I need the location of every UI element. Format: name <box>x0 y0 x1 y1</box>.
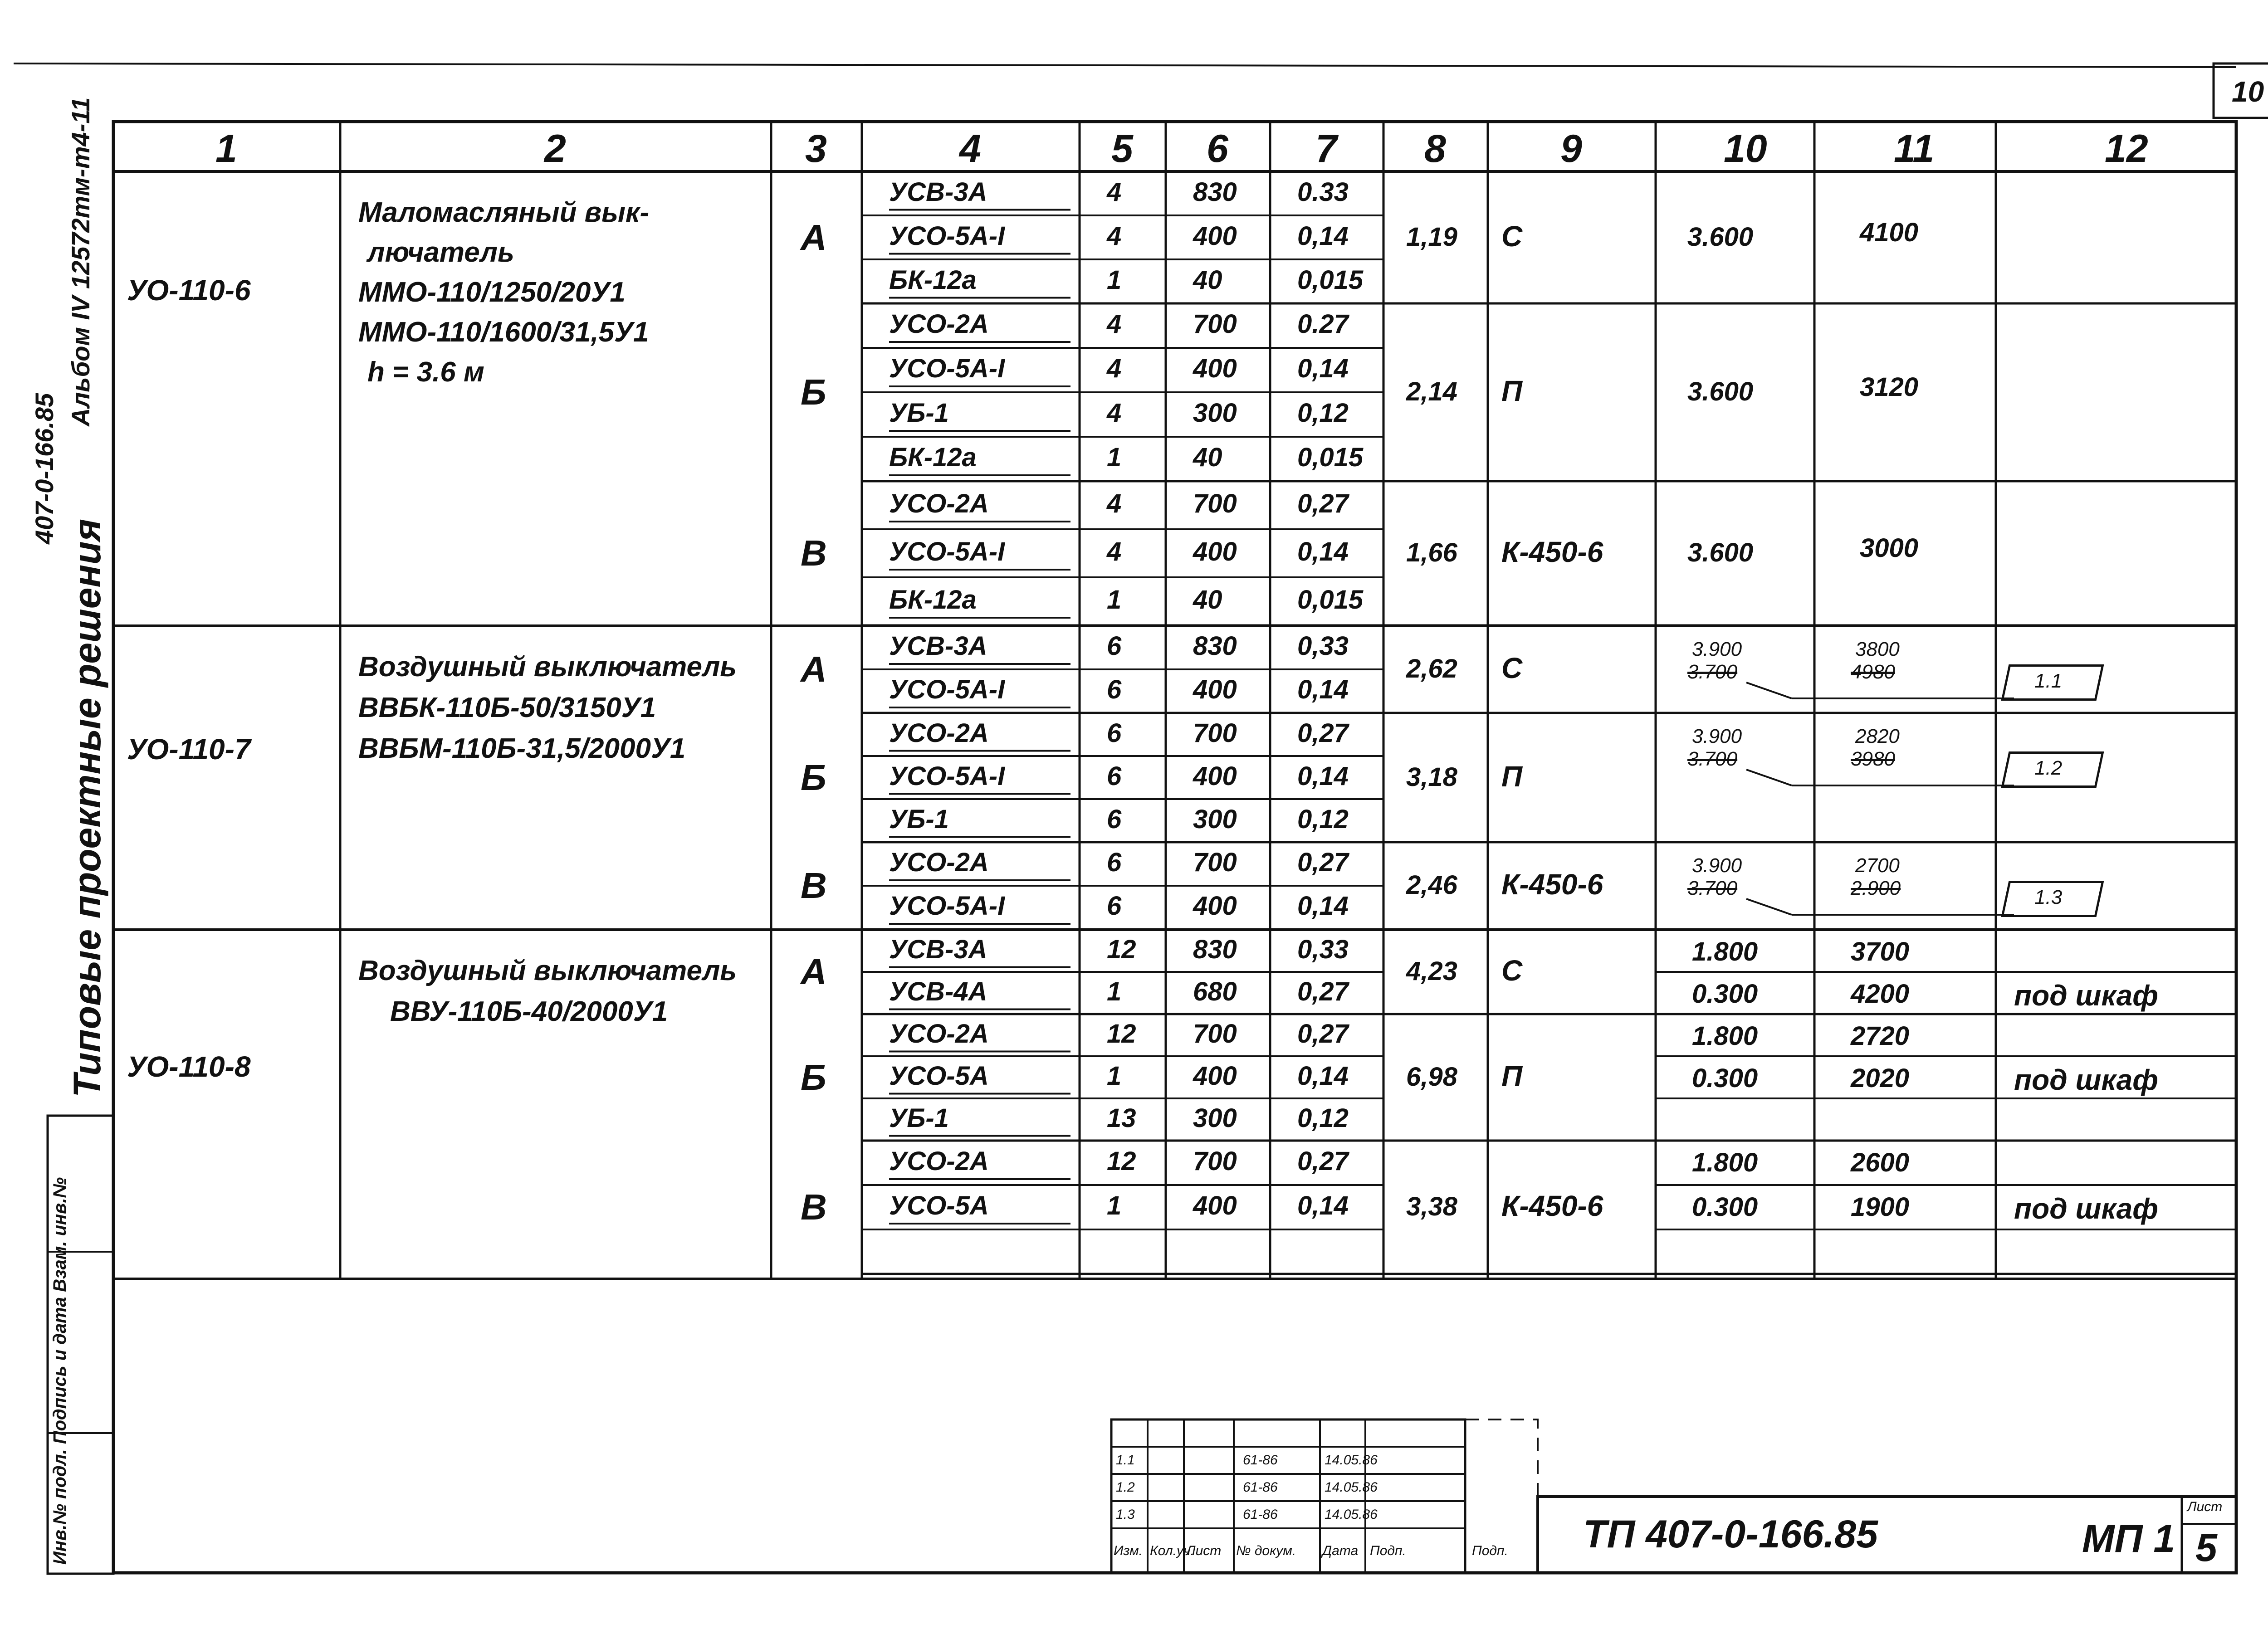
item-length: 300 <box>1193 1103 1237 1133</box>
variant-weight: 2,46 <box>1406 870 1457 900</box>
revision-doc: 61-86 <box>1243 1507 1278 1522</box>
item-length: 400 <box>1193 675 1237 704</box>
item-mass: 0,14 <box>1297 537 1349 566</box>
item-length: 400 <box>1193 1061 1237 1091</box>
note-text: под шкаф <box>2014 1063 2158 1096</box>
struck-value: 3.700 <box>1687 748 1738 770</box>
length-value: 3000 <box>1860 533 1919 563</box>
item-mass: 0,14 <box>1297 675 1349 704</box>
corrected-value: 3.900 <box>1692 638 1742 660</box>
group-description-line: ММО-110/1250/20У1 <box>358 277 626 308</box>
column-number: 6 <box>1207 127 1228 171</box>
item-name: УСО-5А-I <box>889 354 1005 383</box>
column-number: 4 <box>959 127 981 171</box>
item-name: УСО-5А-I <box>889 675 1005 704</box>
revision-doc: 61-86 <box>1243 1453 1278 1468</box>
item-name: УСО-5А <box>889 1191 989 1220</box>
variant-letter: В <box>801 533 827 573</box>
group-code: УО-110-6 <box>127 274 251 307</box>
item-length: 400 <box>1193 221 1237 251</box>
item-name: УСО-2А <box>889 309 989 339</box>
item-count: 4 <box>1107 398 1122 428</box>
item-name: БК-12а <box>889 585 977 615</box>
callout-line <box>1746 683 1792 698</box>
title-block-header: Кол.уч. <box>1150 1543 1194 1558</box>
variant-weight: 3,38 <box>1406 1192 1457 1221</box>
top-trim-line <box>14 63 2236 67</box>
item-name: УБ-1 <box>889 804 949 834</box>
column-number: 10 <box>1724 127 1767 171</box>
item-mass: 0,27 <box>1297 489 1349 518</box>
group-description-line: лючатель <box>367 237 514 268</box>
variant-foundation: П <box>1501 760 1523 793</box>
revision-date: 14.05.86 <box>1325 1507 1378 1522</box>
item-mass: 0,27 <box>1297 1146 1349 1176</box>
title-block-header: № докум. <box>1236 1543 1296 1558</box>
item-count: 4 <box>1107 354 1122 383</box>
item-mass: 0,015 <box>1297 585 1364 615</box>
item-name: УСВ-3А <box>889 934 987 964</box>
item-name: УСО-5А-I <box>889 221 1005 251</box>
item-mass: 0,27 <box>1297 848 1349 877</box>
note-text: под шкаф <box>2014 979 2158 1012</box>
column-number: 2 <box>544 127 566 171</box>
item-count: 6 <box>1107 804 1122 834</box>
variant-weight: 1,19 <box>1406 222 1457 252</box>
struck-value: 3980 <box>1851 748 1895 770</box>
group-description-line: ММО-110/1600/31,5У1 <box>358 317 649 348</box>
column-number: 9 <box>1560 127 1582 171</box>
length-value: 2720 <box>1851 1021 1910 1051</box>
group-code: УО-110-7 <box>127 733 251 766</box>
item-name: УСО-2А <box>889 1146 989 1176</box>
sheet-number: 5 <box>2195 1526 2217 1570</box>
item-mass: 0,015 <box>1297 265 1364 295</box>
revision-tag-label: 1.3 <box>2034 886 2063 908</box>
group-code: УО-110-8 <box>127 1050 251 1083</box>
item-length: 700 <box>1193 718 1237 748</box>
item-count: 4 <box>1107 221 1122 251</box>
revision-number: 1.3 <box>1116 1507 1135 1522</box>
variant-foundation: П <box>1501 1059 1523 1093</box>
item-mass: 0,12 <box>1297 1103 1349 1133</box>
item-length: 700 <box>1193 489 1237 518</box>
title-block-header: Лист <box>1186 1543 1222 1558</box>
variant-foundation: П <box>1501 375 1523 407</box>
item-name: УСВ-3А <box>889 631 987 661</box>
group-description-line: ВВБК-110Б-50/3150У1 <box>358 692 656 723</box>
group-description-line: ВВБМ-110Б-31,5/2000У1 <box>358 733 686 764</box>
item-count: 6 <box>1107 675 1122 704</box>
item-length: 400 <box>1193 891 1237 921</box>
title-vertical: Типовые проектные решения <box>66 519 108 1098</box>
struck-value: 3.700 <box>1687 661 1738 683</box>
column-number: 5 <box>1111 127 1133 171</box>
variant-weight: 1,66 <box>1406 538 1457 567</box>
album-vertical: Альбом IV 12572тм-т4-11 <box>66 97 95 426</box>
variant-letter: В <box>801 1187 827 1227</box>
variant-foundation: К-450-6 <box>1501 1190 1603 1222</box>
item-name: БК-12а <box>889 443 977 472</box>
corrected-value: 3.900 <box>1692 854 1742 877</box>
item-count: 1 <box>1107 443 1122 472</box>
variant-foundation: К-450-6 <box>1501 868 1603 901</box>
variant-weight: 2,62 <box>1406 654 1457 683</box>
variant-foundation: С <box>1501 220 1523 253</box>
item-length: 40 <box>1193 443 1222 472</box>
variant-weight: 2,14 <box>1406 377 1457 406</box>
item-mass: 0,12 <box>1297 804 1349 834</box>
item-length: 40 <box>1193 585 1222 615</box>
item-length: 680 <box>1193 976 1237 1006</box>
left-stamp-text: Инв.№ подл. Подпись и дата Взам. инв.№ <box>50 1177 70 1565</box>
item-name: УСО-2А <box>889 1019 989 1049</box>
height-value: 0.300 <box>1692 1192 1758 1222</box>
group-description-line: Воздушный выключатель <box>358 955 737 986</box>
item-length: 300 <box>1193 804 1237 834</box>
drawing-mark: МП 1 <box>2082 1517 2175 1561</box>
item-mass: 0,14 <box>1297 221 1349 251</box>
height-value: 3.600 <box>1687 377 1754 406</box>
sheet-label: Лист <box>2187 1499 2223 1514</box>
item-count: 6 <box>1107 891 1122 921</box>
item-length: 700 <box>1193 848 1237 877</box>
column-number: 3 <box>805 127 827 171</box>
length-value: 4200 <box>1851 979 1910 1009</box>
item-mass: 0,14 <box>1297 1191 1349 1220</box>
variant-foundation: С <box>1501 954 1523 987</box>
corrected-value: 2820 <box>1855 725 1900 747</box>
length-value: 3120 <box>1860 372 1919 402</box>
item-count: 1 <box>1107 585 1122 615</box>
item-length: 300 <box>1193 398 1237 428</box>
item-length: 400 <box>1193 537 1237 566</box>
item-name: УСО-5А-I <box>889 891 1005 921</box>
variant-letter: В <box>801 865 827 906</box>
corrected-value: 2700 <box>1855 854 1900 877</box>
variant-letter: Б <box>801 757 826 798</box>
doc-number-vertical: 407-0-166.85 <box>30 393 59 544</box>
group-description-line: Воздушный выключатель <box>358 651 737 683</box>
item-length: 400 <box>1193 1191 1237 1220</box>
item-length: 830 <box>1193 631 1237 661</box>
title-block-header: Подп. <box>1370 1543 1406 1558</box>
item-name: УСО-2А <box>889 848 989 877</box>
item-length: 830 <box>1193 934 1237 964</box>
item-count: 4 <box>1107 177 1122 207</box>
revision-date: 14.05.86 <box>1325 1453 1378 1468</box>
corrected-value: 3800 <box>1855 638 1900 660</box>
variant-letter: Б <box>801 372 826 412</box>
item-mass: 0,14 <box>1297 761 1349 791</box>
revision-doc: 61-86 <box>1243 1480 1278 1495</box>
variant-letter: А <box>801 217 827 258</box>
item-count: 4 <box>1107 537 1122 566</box>
revision-tag-label: 1.2 <box>2034 757 2063 779</box>
item-mass: 0,14 <box>1297 1061 1349 1091</box>
item-name: УСО-2А <box>889 489 989 518</box>
item-length: 700 <box>1193 309 1237 339</box>
item-name: УСО-5А-I <box>889 761 1005 791</box>
column-number: 8 <box>1424 127 1446 171</box>
item-count: 12 <box>1107 934 1136 964</box>
item-name: УСО-5А-I <box>889 537 1005 566</box>
item-name: УСО-2А <box>889 718 989 748</box>
item-count: 1 <box>1107 265 1122 295</box>
height-value: 1.800 <box>1692 937 1758 966</box>
item-mass: 0,27 <box>1297 1019 1349 1049</box>
length-value: 3700 <box>1851 937 1910 966</box>
struck-value: 3.700 <box>1687 877 1738 899</box>
item-mass: 0,14 <box>1297 354 1349 383</box>
item-mass: 0,015 <box>1297 443 1364 472</box>
item-count: 6 <box>1107 718 1122 748</box>
item-count: 6 <box>1107 631 1122 661</box>
column-number: 1 <box>215 127 237 171</box>
height-value: 3.600 <box>1687 538 1754 567</box>
corner-number: 10 <box>2232 75 2264 108</box>
height-value: 1.800 <box>1692 1021 1758 1051</box>
variant-weight: 4,23 <box>1406 956 1457 986</box>
struck-value: 2.900 <box>1851 877 1901 899</box>
item-count: 4 <box>1107 489 1122 518</box>
group-description-line: h = 3.6 м <box>367 356 484 388</box>
revision-number: 1.2 <box>1116 1480 1135 1495</box>
length-value: 4100 <box>1860 217 1919 247</box>
item-count: 12 <box>1107 1146 1136 1176</box>
height-value: 1.800 <box>1692 1148 1758 1177</box>
item-mass: 0,33 <box>1297 631 1349 661</box>
item-mass: 0,14 <box>1297 891 1349 921</box>
item-name: БК-12а <box>889 265 977 295</box>
item-name: УСВ-4А <box>889 976 987 1006</box>
item-mass: 0,33 <box>1297 934 1349 964</box>
length-value: 2020 <box>1851 1063 1910 1093</box>
height-value: 0.300 <box>1692 979 1758 1009</box>
item-count: 13 <box>1107 1103 1136 1133</box>
title-block-header: Дата <box>1322 1543 1359 1558</box>
struck-value: 4980 <box>1851 661 1895 683</box>
drawing-number: ТП 407-0-166.85 <box>1583 1512 1878 1556</box>
item-count: 6 <box>1107 761 1122 791</box>
variant-weight: 6,98 <box>1406 1062 1457 1092</box>
variant-letter: А <box>801 649 827 689</box>
item-mass: 0,27 <box>1297 718 1349 748</box>
revision-tag-label: 1.1 <box>2034 670 2063 692</box>
revision-number: 1.1 <box>1116 1453 1135 1468</box>
variant-letter: Б <box>801 1057 826 1098</box>
item-count: 4 <box>1107 309 1122 339</box>
item-length: 400 <box>1193 761 1237 791</box>
item-count: 1 <box>1107 976 1122 1006</box>
height-value: 0.300 <box>1692 1063 1758 1093</box>
variant-weight: 3,18 <box>1406 762 1457 792</box>
signature-label: Подп. <box>1472 1543 1508 1558</box>
item-count: 1 <box>1107 1061 1122 1091</box>
length-value: 1900 <box>1851 1192 1910 1222</box>
item-name: УБ-1 <box>889 398 949 428</box>
item-length: 400 <box>1193 354 1237 383</box>
callout-line <box>1746 899 1792 915</box>
item-count: 12 <box>1107 1019 1136 1049</box>
item-mass: 0,27 <box>1297 976 1349 1006</box>
callout-line <box>1746 770 1792 785</box>
item-count: 1 <box>1107 1191 1122 1220</box>
item-mass: 0,12 <box>1297 398 1349 428</box>
corrected-value: 3.900 <box>1692 725 1742 747</box>
item-name: УСВ-3А <box>889 177 987 207</box>
item-mass: 0.33 <box>1297 177 1349 207</box>
item-length: 40 <box>1193 265 1222 295</box>
length-value: 2600 <box>1851 1148 1910 1177</box>
item-length: 700 <box>1193 1146 1237 1176</box>
column-number: 7 <box>1315 127 1337 171</box>
item-length: 700 <box>1193 1019 1237 1049</box>
variant-foundation: С <box>1501 652 1523 684</box>
item-name: УСО-5А <box>889 1061 989 1091</box>
item-name: УБ-1 <box>889 1103 949 1133</box>
variant-letter: А <box>801 951 827 992</box>
title-block-header: Изм. <box>1114 1543 1143 1558</box>
note-text: под шкаф <box>2014 1192 2158 1225</box>
item-length: 830 <box>1193 177 1237 207</box>
item-count: 6 <box>1107 848 1122 877</box>
item-mass: 0.27 <box>1297 309 1349 339</box>
group-description-line: ВВУ-110Б-40/2000У1 <box>390 996 668 1027</box>
revision-date: 14.05.86 <box>1325 1480 1378 1495</box>
height-value: 3.600 <box>1687 222 1754 252</box>
column-number: 12 <box>2105 127 2148 171</box>
column-number: 11 <box>1894 127 1935 171</box>
group-description-line: Маломасляный вык- <box>358 197 650 228</box>
variant-foundation: К-450-6 <box>1501 536 1603 568</box>
